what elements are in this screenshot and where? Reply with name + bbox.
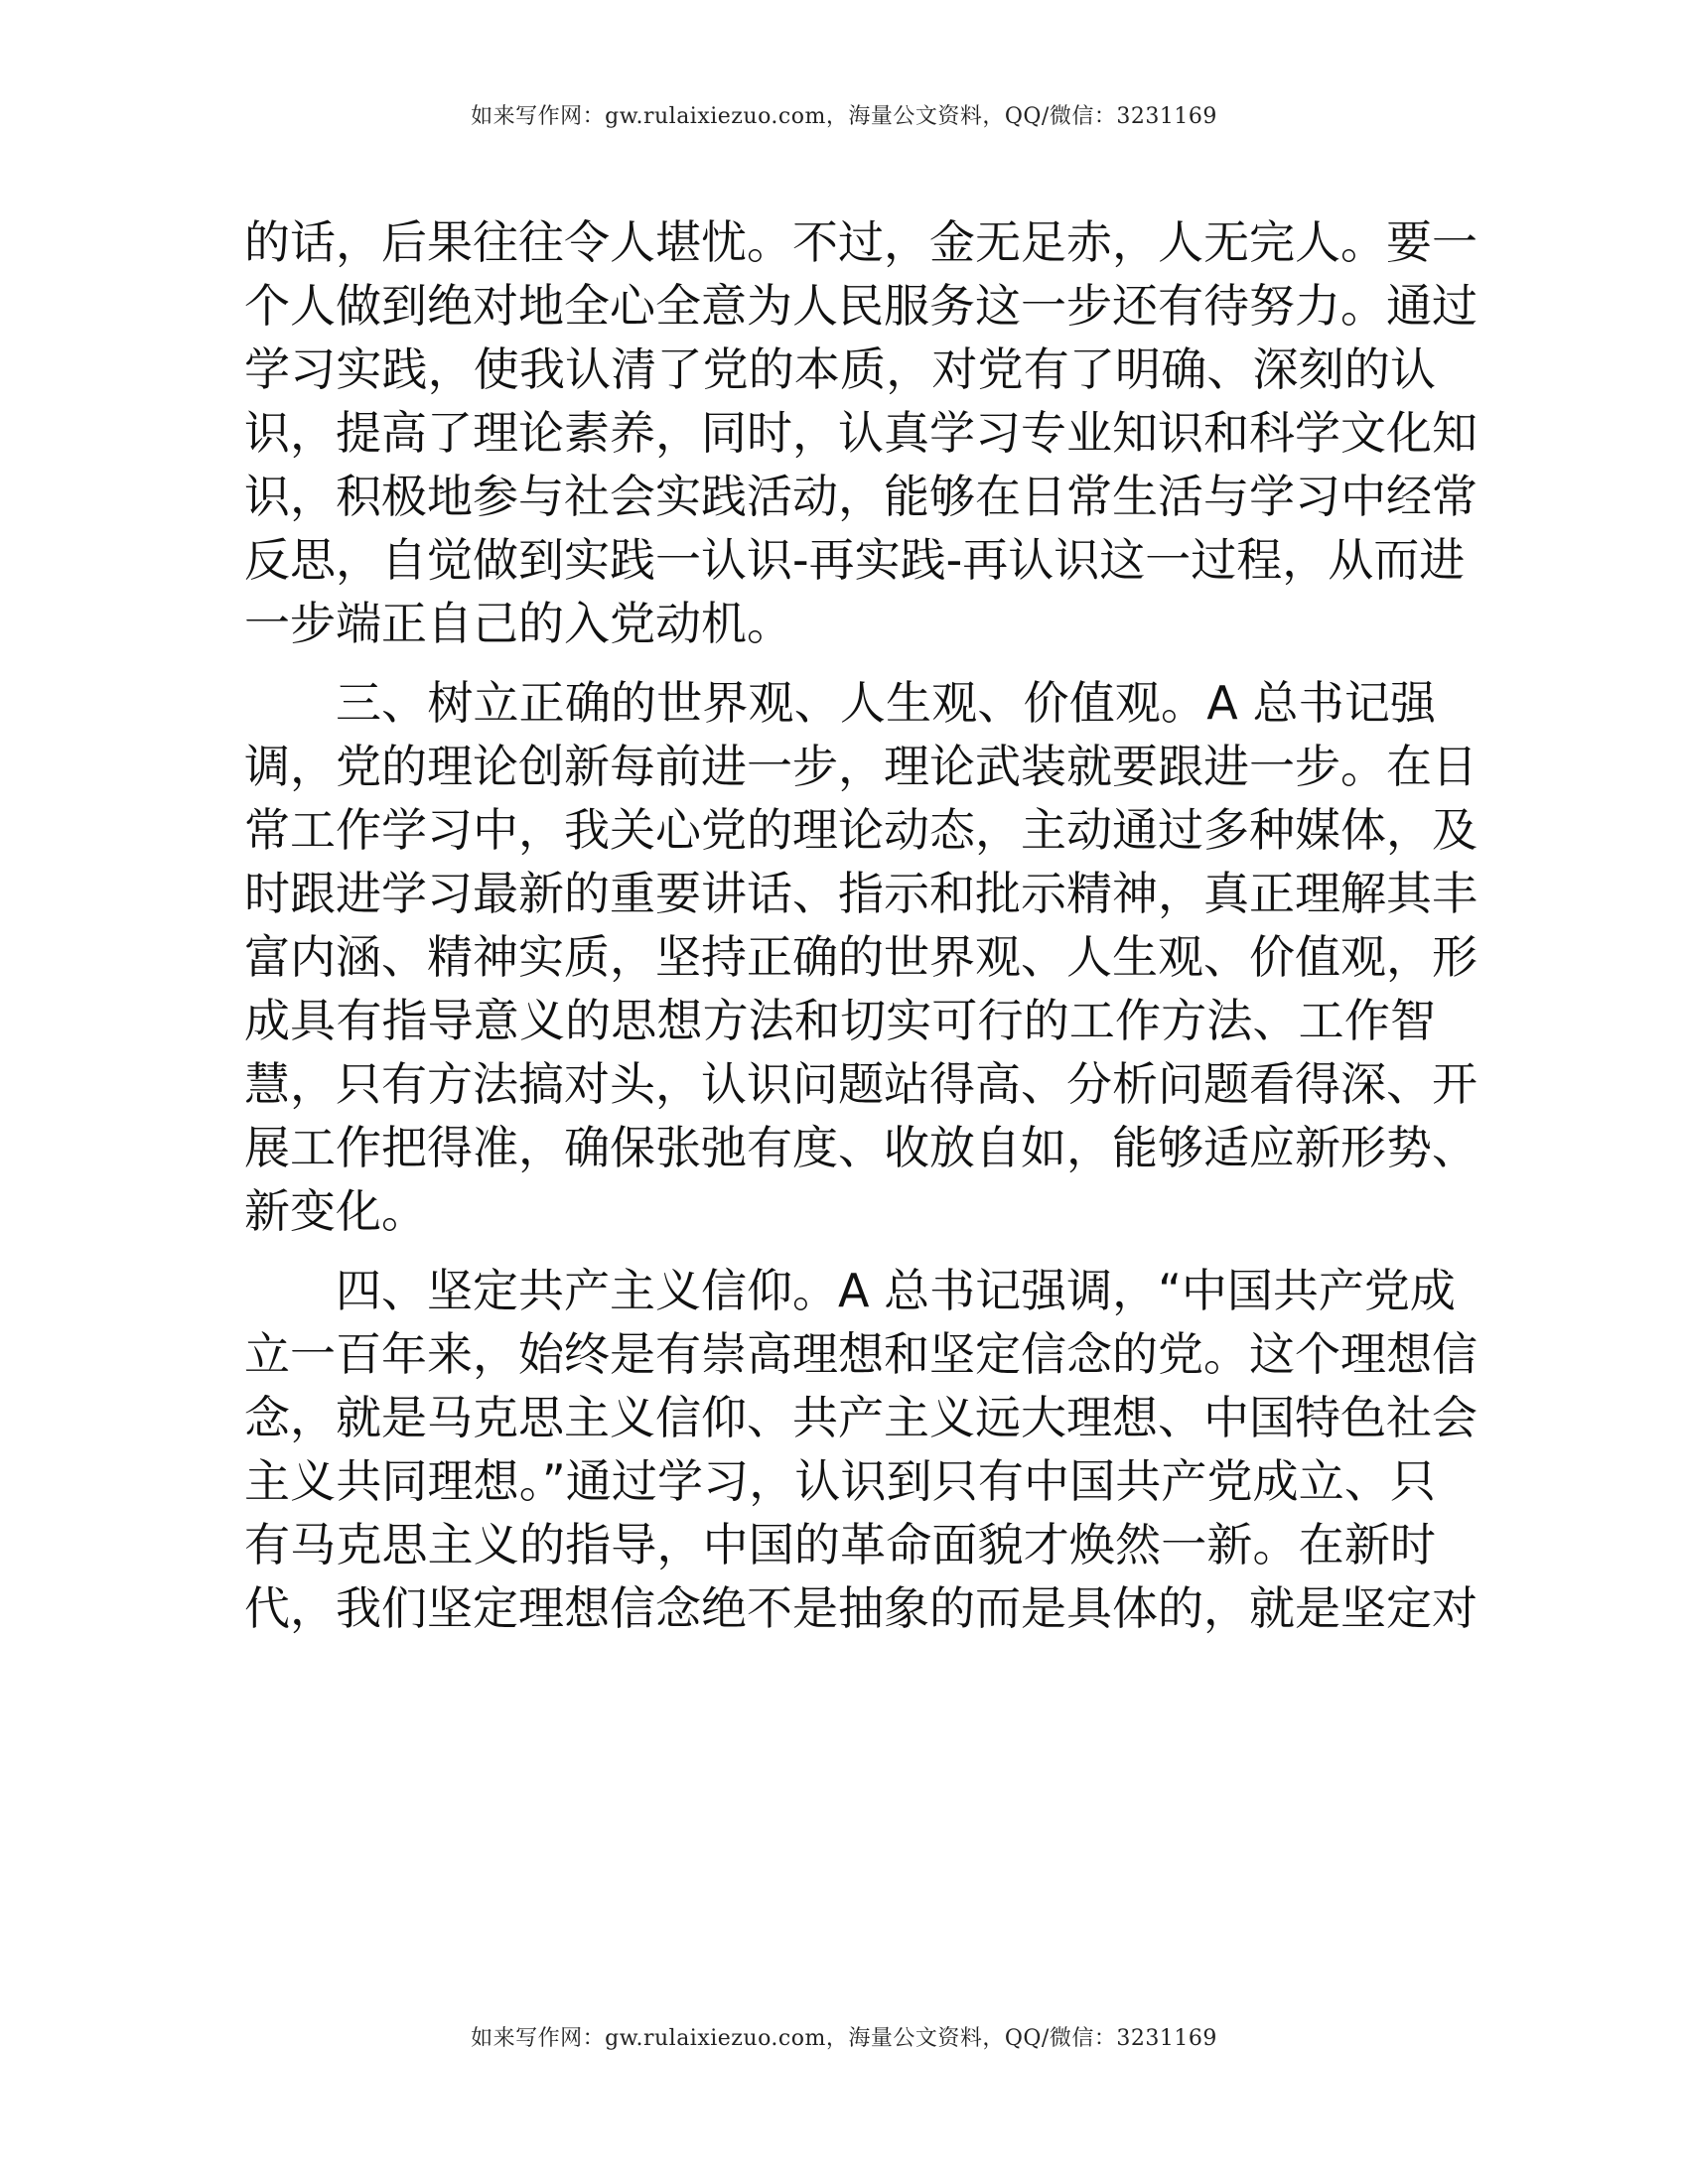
text-line: 四、坚定共产主义信仰。A 总书记强调，“中国共产党成 bbox=[336, 1264, 1456, 1317]
page-header-watermark: 如来写作网：gw.rulaixiezuo.com，海量公文资料，QQ/微信：3231169 bbox=[471, 104, 1217, 129]
text-line: 识，积极地参与社会实践活动，能够在日常生活与学习中经常 bbox=[244, 470, 1477, 523]
paragraph-2 bbox=[244, 671, 1477, 1243]
text-line: 念，就是马克思主义信仰、共产主义远大理想、中国特色社会 bbox=[244, 1391, 1477, 1444]
text-line: 展工作把得准，确保张弛有度、收放自如，能够适应新形势、 bbox=[244, 1121, 1477, 1174]
text-line: 立一百年来，始终是有崇高理想和坚定信念的党。这个理想信 bbox=[244, 1327, 1477, 1381]
document-body bbox=[244, 210, 1477, 1640]
text-line: 富内涵、精神实质，坚持正确的世界观、人生观、价值观，形 bbox=[244, 930, 1477, 984]
text-line: 新变化。 bbox=[244, 1184, 427, 1238]
text-line: 个人做到绝对地全心全意为人民服务这一步还有待努力。通过 bbox=[244, 279, 1477, 333]
text-line: 调，党的理论创新每前进一步，理论武装就要跟进一步。在日 bbox=[244, 740, 1477, 793]
text-line: 主义共同理想。”通过学习，认识到只有中国共产党成立、只 bbox=[244, 1454, 1436, 1508]
text-line: 一步端正自己的入党动机。 bbox=[244, 597, 792, 650]
text-line: 的话，后果往往令人堪忧。不过，金无足赤，人无完人。要一 bbox=[244, 215, 1477, 269]
text-line: 三、树立正确的世界观、人生观、价值观。A 总书记强 bbox=[336, 676, 1436, 730]
text-line: 反思，自觉做到实践一认识-再实践-再认识这一过程，从而进 bbox=[244, 533, 1466, 587]
text-line: 慧，只有方法搞对头，认识问题站得高、分析问题看得深、开 bbox=[244, 1057, 1477, 1111]
page-footer-watermark: 如来写作网：gw.rulaixiezuo.com，海量公文资料，QQ/微信：3231169 bbox=[471, 2026, 1217, 2051]
text-line: 常工作学习中，我关心党的理论动态，主动通过多种媒体，及 bbox=[244, 803, 1477, 857]
text-line: 学习实践，使我认清了党的本质，对党有了明确、深刻的认 bbox=[244, 342, 1436, 396]
text-line: 成具有指导意义的思想方法和切实可行的工作方法、工作智 bbox=[244, 994, 1436, 1047]
paragraph-3 bbox=[244, 1259, 1477, 1640]
text-line: 有马克思主义的指导，中国的革命面貌才焕然一新。在新时 bbox=[244, 1518, 1436, 1571]
text-line: 代，我们坚定理想信念绝不是抽象的而是具体的，就是坚定对 bbox=[244, 1581, 1477, 1635]
text-line: 识，提高了理论素养，同时，认真学习专业知识和科学文化知 bbox=[244, 406, 1477, 460]
paragraph-1 bbox=[244, 210, 1477, 655]
text-line: 时跟进学习最新的重要讲话、指示和批示精神，真正理解其丰 bbox=[244, 867, 1477, 920]
